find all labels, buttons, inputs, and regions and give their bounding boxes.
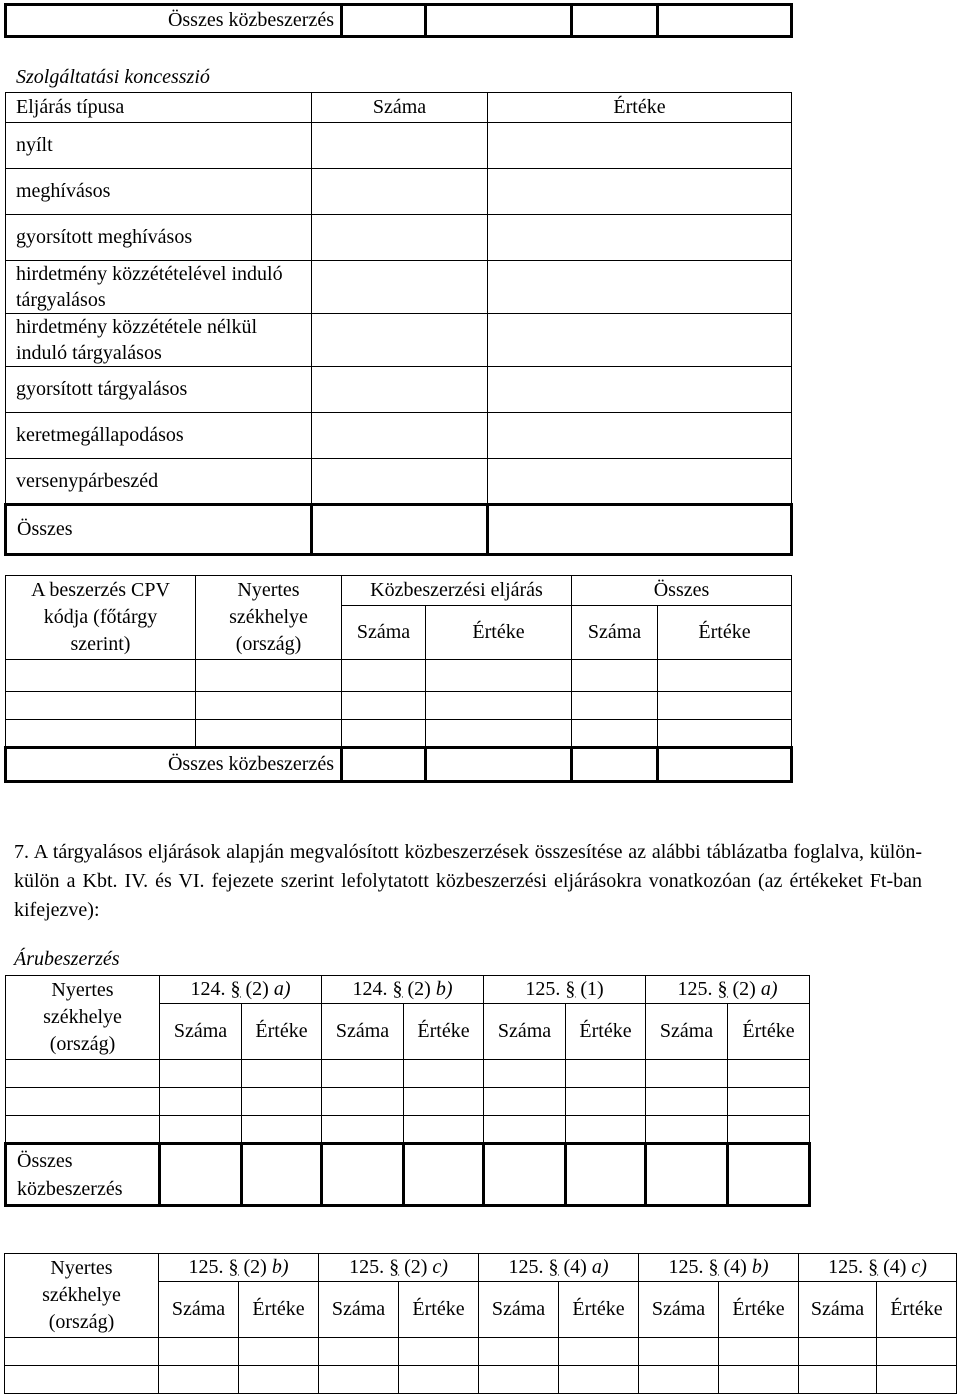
- legal-ref-header: 125. § (4) b): [639, 1254, 799, 1282]
- sub-value: Értéke: [877, 1282, 957, 1338]
- header-procedure-type: Eljárás típusa: [6, 93, 312, 123]
- concession-total-label: Összes: [6, 505, 312, 555]
- cell[interactable]: [799, 1366, 877, 1394]
- value-cell[interactable]: [488, 261, 792, 314]
- cell[interactable]: [342, 720, 426, 748]
- cell[interactable]: [242, 1116, 322, 1144]
- cpv-header-row: [6, 576, 792, 606]
- cell[interactable]: [404, 1144, 484, 1206]
- cpv-code-header: A beszerzés CPV kódja (főtárgy szerint): [6, 576, 196, 660]
- table-row: [6, 215, 792, 261]
- cell[interactable]: [342, 692, 426, 720]
- procedure-label: meghívásos: [6, 169, 312, 215]
- table-row: [6, 1088, 810, 1116]
- sub-value: Értéke: [728, 1004, 810, 1060]
- cell[interactable]: [479, 1366, 559, 1394]
- cell[interactable]: [160, 1116, 242, 1144]
- cell[interactable]: [566, 1088, 646, 1116]
- cell[interactable]: [6, 660, 196, 692]
- cell[interactable]: [426, 660, 572, 692]
- sub-value: Értéke: [566, 1004, 646, 1060]
- top-total-cell[interactable]: [426, 5, 572, 37]
- count-cell[interactable]: [312, 123, 488, 169]
- sub-count: Száma: [319, 1282, 399, 1338]
- cell[interactable]: [728, 1116, 810, 1144]
- procedure-label: gyorsított meghívásos: [6, 215, 312, 261]
- sub-value: Értéke: [399, 1282, 479, 1338]
- table-row: [6, 413, 792, 459]
- cell[interactable]: [566, 1116, 646, 1144]
- cell[interactable]: [426, 720, 572, 748]
- count-cell[interactable]: [312, 314, 488, 367]
- sub-count: Száma: [484, 1004, 566, 1060]
- cell[interactable]: [5, 1366, 159, 1394]
- value-cell[interactable]: [488, 459, 792, 505]
- top-total-table: [4, 3, 793, 38]
- cell[interactable]: [6, 720, 196, 748]
- cell[interactable]: [426, 748, 572, 782]
- legal-ref-header: 125. § (1): [484, 976, 646, 1004]
- value-cell[interactable]: [488, 215, 792, 261]
- value-cell[interactable]: [488, 314, 792, 367]
- cell[interactable]: [322, 1144, 404, 1206]
- sub-value: Értéke: [559, 1282, 639, 1338]
- table-row: [6, 720, 792, 748]
- cell[interactable]: [877, 1366, 957, 1394]
- concession-title: Szolgáltatási koncesszió: [16, 66, 210, 88]
- cell[interactable]: [639, 1366, 719, 1394]
- goods-header-row: [6, 976, 810, 1004]
- cell[interactable]: [646, 1060, 728, 1088]
- count-cell[interactable]: [312, 459, 488, 505]
- cell[interactable]: [572, 748, 658, 782]
- table-row: [6, 169, 792, 215]
- cell[interactable]: [322, 1088, 404, 1116]
- cell[interactable]: [399, 1338, 479, 1366]
- top-total-label: Összes közbeszerzés: [6, 5, 342, 37]
- value-cell[interactable]: [488, 169, 792, 215]
- cell[interactable]: [877, 1338, 957, 1366]
- sub-value: Értéke: [426, 606, 572, 660]
- cell[interactable]: [239, 1366, 319, 1394]
- procedure-label: versenypárbeszéd: [6, 459, 312, 505]
- sub-count: Száma: [646, 1004, 728, 1060]
- value-cell[interactable]: [488, 123, 792, 169]
- table-row: [6, 261, 792, 314]
- count-cell[interactable]: [312, 261, 488, 314]
- goods-table-2: [4, 1253, 957, 1394]
- sub-count: Száma: [342, 606, 426, 660]
- goods-title: Árubeszerzés: [14, 948, 120, 970]
- sub-count: Száma: [160, 1004, 242, 1060]
- total-group-header: Összes: [572, 576, 792, 606]
- cell[interactable]: [160, 1144, 242, 1206]
- top-total-cell[interactable]: [572, 5, 658, 37]
- legal-ref-header: 125. § (2) a): [646, 976, 810, 1004]
- goods2-header-row: [5, 1254, 957, 1282]
- cell[interactable]: [159, 1338, 239, 1366]
- cell[interactable]: [658, 692, 792, 720]
- cell[interactable]: [566, 1144, 646, 1206]
- sub-count: Száma: [322, 1004, 404, 1060]
- procedure-label: gyorsított tárgyalásos: [6, 367, 312, 413]
- table-row: [5, 1366, 957, 1394]
- count-cell[interactable]: [312, 413, 488, 459]
- legal-ref-header: 125. § (4) c): [799, 1254, 957, 1282]
- legal-ref-header: 124. § (2) b): [322, 976, 484, 1004]
- table-row: [6, 1116, 810, 1144]
- count-cell[interactable]: [312, 367, 488, 413]
- header-value: Értéke: [488, 93, 792, 123]
- procedure-label: keretmegállapodásos: [6, 413, 312, 459]
- cell[interactable]: [404, 1060, 484, 1088]
- cell[interactable]: [322, 1116, 404, 1144]
- cell[interactable]: [6, 1088, 160, 1116]
- table-row: [6, 314, 792, 367]
- sub-value: Értéke: [239, 1282, 319, 1338]
- cell[interactable]: [404, 1116, 484, 1144]
- cell[interactable]: [572, 660, 658, 692]
- cell[interactable]: [342, 660, 426, 692]
- cell[interactable]: [646, 1144, 728, 1206]
- concession-table: [4, 92, 793, 556]
- goods-table-1: [4, 975, 811, 1207]
- cell[interactable]: [399, 1366, 479, 1394]
- cell[interactable]: [239, 1338, 319, 1366]
- cell[interactable]: [566, 1060, 646, 1088]
- cell[interactable]: [160, 1060, 242, 1088]
- procedure-label: nyílt: [6, 123, 312, 169]
- cell[interactable]: [242, 1144, 322, 1206]
- cell[interactable]: [484, 1116, 566, 1144]
- cell[interactable]: [484, 1088, 566, 1116]
- cell[interactable]: [728, 1088, 810, 1116]
- sub-count: Száma: [159, 1282, 239, 1338]
- cell[interactable]: [479, 1338, 559, 1366]
- count-cell[interactable]: [312, 169, 488, 215]
- cpv-total-label: Összes közbeszerzés: [6, 748, 342, 782]
- cell[interactable]: [319, 1338, 399, 1366]
- cpv-table: [4, 575, 793, 783]
- cell[interactable]: [728, 1060, 810, 1088]
- cell[interactable]: [196, 660, 342, 692]
- cell[interactable]: [196, 720, 342, 748]
- procedure-label: hirdetmény közzétételével induló tárgyalásos: [6, 261, 312, 314]
- goods-total-row: [6, 1144, 810, 1206]
- cell[interactable]: [658, 660, 792, 692]
- count-cell[interactable]: [312, 215, 488, 261]
- cell[interactable]: [242, 1088, 322, 1116]
- sub-value: Értéke: [658, 606, 792, 660]
- cell[interactable]: [572, 692, 658, 720]
- value-cell[interactable]: [488, 413, 792, 459]
- table-row: [6, 692, 792, 720]
- table-row: [6, 1060, 810, 1088]
- concession-header-row: [6, 93, 792, 123]
- winner-seat-header: Nyertes székhelye (ország): [6, 976, 160, 1060]
- top-total-cell[interactable]: [342, 5, 426, 37]
- goods-total-label: Összes közbeszerzés: [6, 1144, 160, 1206]
- header-count: Száma: [312, 93, 488, 123]
- cpv-total-row: [6, 748, 792, 782]
- cell[interactable]: [719, 1366, 799, 1394]
- cell[interactable]: [322, 1060, 404, 1088]
- cell[interactable]: [484, 1144, 566, 1206]
- cell[interactable]: [646, 1088, 728, 1116]
- table-row: [6, 367, 792, 413]
- winner-seat-header: Nyertes székhelye (ország): [196, 576, 342, 660]
- value-cell[interactable]: [488, 367, 792, 413]
- cell[interactable]: [159, 1366, 239, 1394]
- cell[interactable]: [719, 1338, 799, 1366]
- cell[interactable]: [6, 692, 196, 720]
- procedure-group-header: Közbeszerzési eljárás: [342, 576, 572, 606]
- cell[interactable]: [639, 1338, 719, 1366]
- sub-value: Értéke: [404, 1004, 484, 1060]
- total-value-cell[interactable]: [488, 505, 792, 555]
- procedure-label: hirdetmény közzététele nélkül induló tárgyalásos: [6, 314, 312, 367]
- table-row: [6, 660, 792, 692]
- cell[interactable]: [658, 720, 792, 748]
- cell[interactable]: [799, 1338, 877, 1366]
- winner-seat-header: Nyertes székhelye (ország): [5, 1254, 159, 1338]
- cell[interactable]: [728, 1144, 810, 1206]
- cell[interactable]: [319, 1366, 399, 1394]
- sub-count: Száma: [799, 1282, 877, 1338]
- legal-ref-header: 125. § (2) c): [319, 1254, 479, 1282]
- cell[interactable]: [484, 1060, 566, 1088]
- cell[interactable]: [5, 1338, 159, 1366]
- cell[interactable]: [342, 748, 426, 782]
- sub-value: Értéke: [242, 1004, 322, 1060]
- legal-ref-header: 124. § (2) a): [160, 976, 322, 1004]
- sub-count: Száma: [479, 1282, 559, 1338]
- sub-count: Száma: [639, 1282, 719, 1338]
- top-total-cell[interactable]: [658, 5, 792, 37]
- cell[interactable]: [404, 1088, 484, 1116]
- legal-ref-header: 125. § (4) a): [479, 1254, 639, 1282]
- cell[interactable]: [559, 1366, 639, 1394]
- cell[interactable]: [572, 720, 658, 748]
- cell[interactable]: [658, 748, 792, 782]
- cell[interactable]: [6, 1060, 160, 1088]
- cell[interactable]: [646, 1116, 728, 1144]
- cell[interactable]: [426, 692, 572, 720]
- cell[interactable]: [6, 1116, 160, 1144]
- total-count-cell[interactable]: [312, 505, 488, 555]
- cell[interactable]: [160, 1088, 242, 1116]
- sub-count: Száma: [572, 606, 658, 660]
- table-row: [5, 1338, 957, 1366]
- section-7-paragraph: 7. A tárgyalásos eljárások alapján megvalósított közbeszerzések összesítése az alábbi táblázatba foglalva, külön-külön a Kbt. IV. és VI. fejezete szerint lefolytatott közbeszerzési eljárásokra vonatkozóan (az értékeket Ft-ban kifejezve):: [14, 841, 922, 921]
- legal-ref-header: 125. § (2) b): [159, 1254, 319, 1282]
- concession-total-row: [6, 505, 792, 555]
- sub-value: Értéke: [719, 1282, 799, 1338]
- cell[interactable]: [196, 692, 342, 720]
- table-row: [6, 459, 792, 505]
- cell[interactable]: [559, 1338, 639, 1366]
- table-row: [6, 123, 792, 169]
- cell[interactable]: [242, 1060, 322, 1088]
